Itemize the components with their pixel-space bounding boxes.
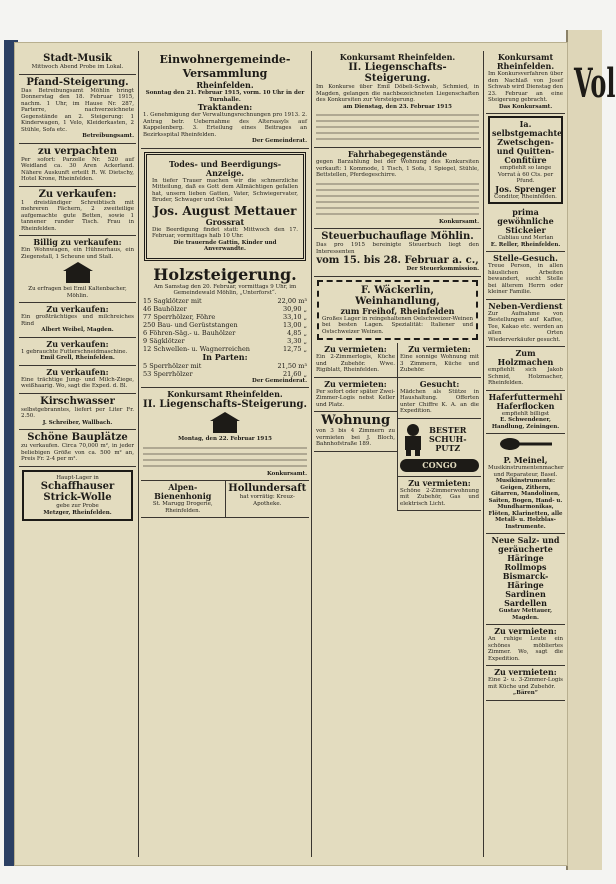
- ad-meinel-musik: P. Meinel, Musikinstrumentenmacher und Reparateur, Basel. Musikinstrumente: Geigen, Zithern, Gitarren, Mandolinen, Saiten, Bogen, Hand- u. Mundharmonikas, Flöten, Klarinetten, alle Metall- u. Holzblas-Instrumente.: [486, 434, 565, 534]
- bottom-ads-row: [141, 481, 309, 518]
- holz-row: [143, 313, 307, 321]
- ad-ziege: Zu verkaufen: Eine trächtige Jung- und Milch-Ziege, weißhaarig. Wo, sagt die Exped. d. Bl.: [19, 366, 136, 394]
- ad-verkaufen-schreibtisch: Zu verkaufen: 1 dreiständiger Schreibtisch mit mehreren Fächern, 2 zweiteilige aufgemachte gute Betten, sowie 1 tannener runder Tisch. Frau in Rheinfelden.: [19, 187, 136, 237]
- ad-bauplaetze: Schöne Bauplätze zu verkaufen. Circa 70,000 m², in jeder beliebigen Größe von ca. 500 m² an, Preis Fr. 2-4 per m².: [19, 430, 136, 467]
- ad-verpachten: zu verpachten Per sofort: Parzelle Nr. 520 auf Weidland ca. 30 Aren Ackerland. Nähere Auskunft erteilt R. W. Dietschy, Hotel Krone, Rheinfelden.: [19, 144, 136, 187]
- house-illustration: [61, 262, 95, 284]
- ad-bienenhonig: Alpen-Bienenhonig St. Marugg Drogerie, Rheinfelden.: [141, 481, 226, 518]
- holz-table-parten: [143, 362, 307, 378]
- holz-item: 15 Sagklötzer mit: [143, 296, 202, 305]
- notice-liegenschafts-steigerung: Konkursamt Rheinfelden. II. Liegenschafts-Steigerung. Montag, den 22. Februar 1915 Konkursamt.: [141, 388, 309, 481]
- holz-volume: 22,00 m³: [277, 296, 307, 305]
- ad-stelle-gesuch: Stelle-Gesuch. Treue Person, in allen häuslichen Arbeiten bewandert, sucht Stelle bei älterem Herrn oder kleiner Familie.: [486, 252, 565, 300]
- ad-stickeier: prima gewöhnliche Stickeier Cabliau und Merlan E. Reller, Rheinfelden.: [486, 206, 565, 252]
- small-ads-grid: [314, 343, 481, 511]
- column-2: [141, 51, 309, 857]
- holz-row: [143, 329, 307, 337]
- holz-row: [143, 305, 307, 313]
- house-illustration: [208, 412, 242, 434]
- next-page-edge: [566, 30, 616, 870]
- holz-row: [143, 370, 307, 378]
- violin-icon: [496, 436, 556, 452]
- newspaper-page: [14, 42, 568, 866]
- notice-fahrhabe: Fahrhabegegenstände gegen Barzahlung bei der Wohnung des Konkursiten verkauft: 1 Kommode, 1 Tisch, 1 Sofa, 1 Spiegel, Stühle, Bettstellen, Pferdegeschirre. Konkursamt.: [314, 148, 481, 229]
- ad-sonnige-wohnung: Zu vermieten: Eine sonnige Wohnung mit 3 Zimmern, Küche und Zubehör.: [398, 343, 481, 378]
- column-4: [486, 51, 565, 857]
- ad-haferfuttermehl: Haferfuttermehl Haferflocken empfiehlt billigst E. Schwendener, Handlung, Zeiningen.: [486, 391, 565, 435]
- holz-row: [143, 362, 307, 370]
- column-rule: [138, 51, 139, 857]
- ad-gesucht: Gesucht: Mädchen als Stütze in Haushaltung. Offerten unter Chiffre K. A. an die Expedition.: [398, 378, 481, 419]
- notice-holzsteigerung: Holzsteigerung. Am Samstag den 20. Februar, vormittags 9 Uhr, im Gemeindewald Möhlin, „Unterforst“. 15 Sagklötzer mit 22,00 m³ 46 Bauhölzer 30,90 „ 77 Sperrhölzer, Föhre 33,10 „ 250 Bau- und Gerüststangen 13,00 „ 6 Föhren-Säg.- u. Bauhölzer 4,85 „ 9 Sägklötzer 3,30 „ 12 Schwellen- u. Wagnerreichen 12,75 „ In Parten: 5 Sperrhölzer mit 21,50 m³ 53 Sperrhölzer 21,60 „ Der Gemeinderat.: [141, 264, 309, 389]
- column-rule: [483, 51, 484, 857]
- notice-steuerbuch: Steuerbuchauflage Möhlin. Das pro 1915 bereinigte Steuerbuch liegt den Interessenten vom 15. bis 28. Februar a. c., Der Steuerkommission.: [314, 229, 481, 277]
- ad-holzmachen: Zum Holzmachen empfiehlt sich Jakob Schmid, Holzmacher, Rheinfelden.: [486, 347, 565, 391]
- ad-neben-verdienst: Neben-Verdienst Zur Aufnahme von Bestellungen auf Kaffee, Tee, Kakao etc. werden an allen Orten Wiederverkäufer gesucht.: [486, 300, 565, 348]
- holz-row: [143, 337, 307, 345]
- holz-table: [143, 297, 307, 353]
- holz-item: 77 Sperrhölzer, Föhre: [143, 312, 216, 321]
- ad-verkaufen-rind: Zu verkaufen: Ein großträchtiges und milchreiches Rind Albert Weibel, Magden.: [19, 303, 136, 338]
- holz-item: 5 Sperrhölzer mit: [143, 361, 202, 370]
- ad-wohnung: Wohnung von 3 bis 4 Zimmern zu vermieten bei J. Bloch, Bahnhofstraße 189.: [314, 412, 397, 452]
- ad-vermieten-baeren: Zu vermieten: Eine 2- u. 3-Zimmer-Logis mit Küche und Zubehör. „Bären“: [486, 666, 565, 701]
- holz-volume: 13,00 „: [282, 320, 307, 329]
- ad-vermieten-2zimmer: Zu vermieten: Schöne 2-Zimmerwohnung mit Zubehör, Gas und elektrisch Licht.: [398, 477, 481, 512]
- ad-hollundersaft: Hollundersaft hat vorrätig: Kreuz-Apotheke.: [226, 481, 310, 518]
- holz-item: 46 Bauhölzer: [143, 304, 187, 313]
- holz-volume: 3,30 „: [287, 336, 307, 345]
- holz-volume: 4,85 „: [287, 328, 307, 337]
- ad-billig-verkaufen: Billig zu verkaufen: Ein Wohnwagen, ein Hühnerhaus, ein Ziegenstall, 1 Scheune und Stall. Zu erfragen bei Emil Kaltenbacher, Möhlin.: [19, 236, 136, 303]
- ad-futterschneid: Zu verkaufen: 1 gebrauchte Futterschneidmaschine. Emil Grell, Rheinfelden.: [19, 338, 136, 366]
- holz-volume: 33,10 „: [282, 312, 307, 321]
- column-rule: [311, 51, 312, 857]
- ad-weinhandlung: F. Wäckerlin, Weinhandlung, zum Freihof, Rheinfelden Großes Lager in reingehaltenen Oelschweizer-Weinen bei besten Lagen. Spezialität: Italiener und Ostschweizer Weinen.: [317, 280, 478, 341]
- holz-item: 250 Bau- und Gerüststangen: [143, 320, 238, 329]
- ad-vermieten-zimmer: Zu vermieten: Ein 2-Zimmerlogis, Küche und Zubehör. Wwe. Rigiblatt, Rheinfelden.: [314, 343, 397, 378]
- ad-strick-wolle: Haupt-Lager in Schaffhauser Strick-Wolle gebe zur Probe Metzger, Rheinfelden.: [22, 470, 133, 522]
- notice-konkursamt-2: Konkursamt Rheinfelden. Im Konkursverfahren über den Nachlaß von Josef Schwab wird Dienstag den 23. Februar an eine Steigerung gebracht. Das Konkursamt.: [486, 51, 565, 114]
- ad-sardinen: Neue Salz- und geräucherte Häringe Rollmops Bismarck-Häringe Sardinen Sardellen Gustav Mettauer, Magden.: [486, 534, 565, 625]
- holz-volume: 21,50 m³: [277, 361, 307, 370]
- notice-konkursamt: Konkursamt Rheinfelden. II. Liegenschafts-Steigerung. Im Konkurse über Emil Döbeli-Schwab, Schmied, in Magden, gelangen die nachbezeichneten Liegenschaften des Konkursiten zur Versteigerung. am Dienstag, den 23. Februar 1915: [314, 51, 481, 148]
- column-3: [314, 51, 481, 857]
- shoe-polish-figure-icon: [400, 423, 426, 457]
- notice-todesanzeige: Todes- und Beerdigungs-Anzeige. In tiefer Trauer machen wir die schmerzliche Mitteilung, daß es Gott dem Allmächtigen gefallen hat, unsern lieben Gatten, Vater, Schwiegervater, Bruder, Schwager und Onkel Jos. August Mettauer Grossrat Die Beerdigung findet statt: Mittwoch den 17. Februar, vormittags halb 10 Uhr. Die trauernde Gattin, Kinder und Anverwandte.: [144, 152, 306, 261]
- ad-zwetschgen-confituere: Ia. selbstgemachte Zwetschgen- und Quitten- Confitüre empfiehlt so lange Vorrat à 60 Cts. per Pfund. Jos. Sprenger Conditor, Rheinfelden.: [488, 116, 563, 204]
- holz-item: 12 Schwellen- u. Wagnerreichen: [143, 344, 250, 353]
- holz-item: 9 Sägklötzer: [143, 336, 185, 345]
- notice-einwohnergemeinde: Einwohnergemeinde-Versammlung Rheinfelden. Sonntag den 21. Februar 1915, vorm. 10 Uhr in der Turnhalle. Traktanden: 1. Genehmigung der Verwaltungsrechnungen pro 1913. 2. Antrag betr. Uebernahme des Altersasyls auf Kappelenberg. 3. Erteilung eines Beitrages an Bezirksspital Rheinfelden. Der Gemeinderat.: [141, 51, 309, 149]
- ad-pfand-steigerung: Pfand-Steigerung. Das Betreibungsamt Möhlin bringt Donnerstag den 18. Februar 1915, nachm. 1 Uhr, im Hause Nr. 287, Parterre, nachverzeichnete Gegenstände an 2. Steigerung: 1 Kinderwagen, 1 Velo, Kleiderkasten, 2 Stühle, Sofa etc. Betreibungsamt.: [19, 75, 136, 144]
- ad-congo-schuhputz: BESTER SCHUH- PUTZ CONGO: [398, 419, 481, 477]
- holz-volume: 30,90 „: [282, 304, 307, 313]
- holz-row: [143, 297, 307, 305]
- holz-row: [143, 321, 307, 329]
- holz-volume: 21,60 „: [282, 369, 307, 378]
- holz-volume: 12,75 „: [282, 344, 307, 353]
- holz-item: 53 Sperrhölzer: [143, 369, 193, 378]
- ad-vermieten-logis: Zu vermieten: Per sofort oder später Zwei-Zimmer-Logis nebst Keller und Platz.: [314, 378, 397, 413]
- ad-kirschwasser: Kirschwasser selbstgebranntes, liefert per Liter Fr. 2.50. J. Schreiber, Wallbach.: [19, 394, 136, 431]
- masthead-fragment: Vol: [574, 60, 616, 107]
- column-1: [19, 51, 136, 857]
- ad-vermieten-zimmer-4: Zu vermieten: An ruhige Leute ein schönes möbliertes Zimmer. Wo, sagt die Expedition.: [486, 625, 565, 666]
- holz-item: 6 Föhren-Säg.- u. Bauhölzer: [143, 328, 236, 337]
- ad-stadt-musik: Stadt-Musik Mittwoch Abend Probe im Lokal.: [19, 51, 136, 75]
